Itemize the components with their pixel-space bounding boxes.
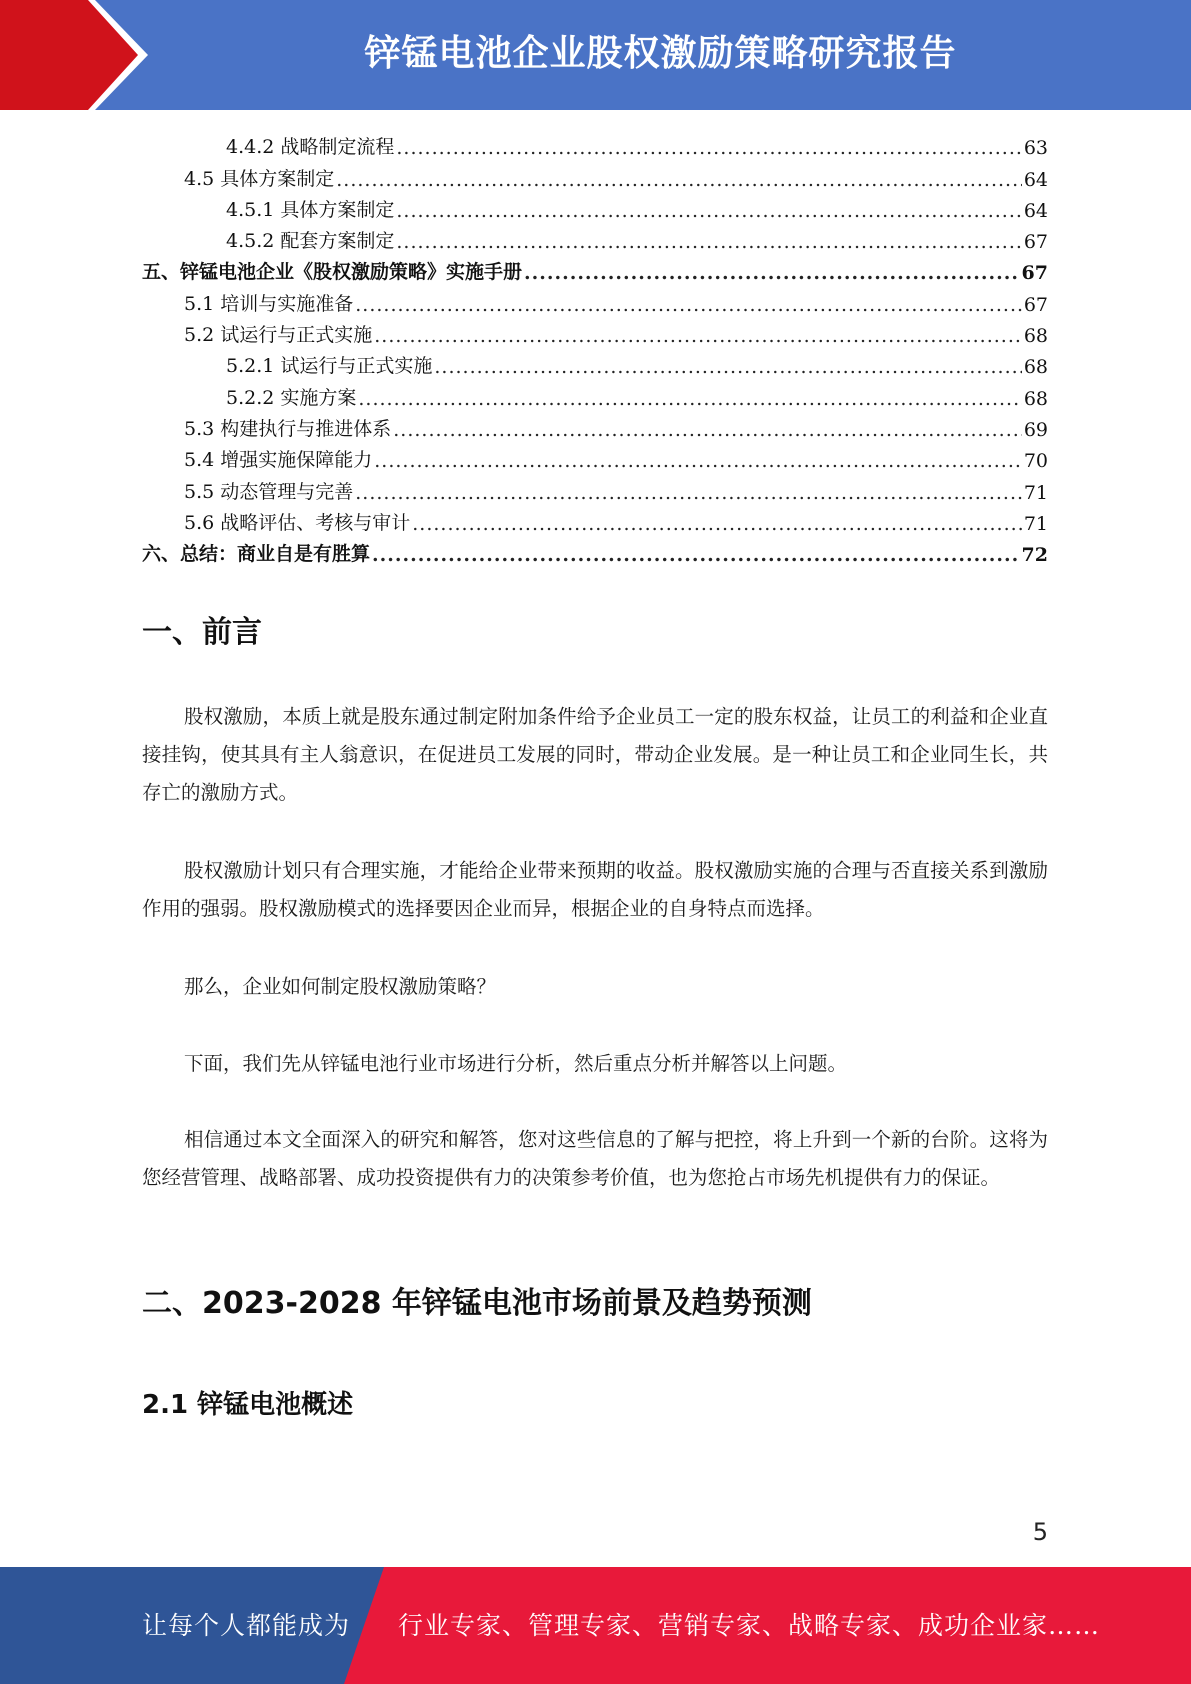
table-of-contents — [142, 128, 1048, 566]
toc-dot-leader — [336, 169, 1022, 191]
toc-entry[interactable] — [142, 316, 1048, 347]
toc-dot-leader — [412, 513, 1022, 535]
toc-entry[interactable] — [142, 347, 1048, 378]
toc-dot-leader — [372, 544, 1020, 566]
toc-dot-leader — [396, 137, 1021, 159]
toc-entry-label: 5.2.2 实施方案 — [226, 386, 357, 409]
toc-entry-page: 70 — [1023, 450, 1048, 473]
toc-entry-label: 5.1 培训与实施准备 — [184, 292, 354, 315]
toc-dot-leader — [524, 262, 1020, 284]
toc-dot-leader — [393, 419, 1022, 441]
toc-entry[interactable] — [142, 222, 1048, 253]
toc-entry-page: 68 — [1023, 325, 1048, 348]
paragraph: 股权激励计划只有合理实施，才能给企业带来预期的收益。股权激励实施的合理与否直接关系到激励作用的强弱。股权激励模式的选择要因企业而异，根据企业的自身特点而选择。 — [142, 859, 1048, 920]
toc-entry[interactable] — [142, 284, 1048, 315]
toc-dot-leader — [396, 200, 1021, 222]
toc-entry-page: 64 — [1023, 168, 1048, 191]
toc-entry-page: 71 — [1023, 481, 1048, 504]
toc-entry-label: 六、总结：商业自是有胜算 — [142, 543, 371, 566]
section-heading-preface: 一、前言 — [142, 615, 262, 650]
toc-entry-page: 67 — [1023, 293, 1048, 316]
toc-entry[interactable] — [142, 441, 1048, 472]
toc-entry-page: 71 — [1023, 512, 1048, 535]
toc-entry-page: 67 — [1021, 262, 1048, 285]
toc-entry[interactable] — [142, 535, 1048, 566]
toc-entry[interactable] — [142, 191, 1048, 222]
toc-entry[interactable] — [142, 253, 1048, 284]
toc-entry-label: 5.3 构建执行与推进体系 — [184, 417, 392, 440]
section-heading-market-forecast: 二、2023-2028 年锌锰电池市场前景及趋势预测 — [142, 1286, 812, 1321]
toc-dot-leader — [358, 388, 1021, 410]
toc-entry-label: 五、锌锰电池企业《股权激励策略》实施手册 — [142, 261, 523, 284]
toc-dot-leader — [396, 231, 1021, 253]
toc-entry[interactable] — [142, 504, 1048, 535]
toc-entry-page: 69 — [1023, 418, 1048, 441]
paragraph: 那么，企业如何制定股权激励策略？ — [184, 975, 497, 998]
toc-entry-label: 4.4.2 战略制定流程 — [226, 136, 395, 159]
footer-slogan-right: 行业专家、管理专家、营销专家、战略专家、成功企业家…… — [398, 1611, 1101, 1640]
report-title: 锌锰电池企业股权激励策略研究报告 — [364, 33, 957, 74]
toc-entry[interactable] — [142, 410, 1048, 441]
toc-entry[interactable] — [142, 378, 1048, 409]
toc-entry-label: 5.6 战略评估、考核与审计 — [184, 511, 411, 534]
paragraph: 股权激励，本质上就是股东通过制定附加条件给予企业员工一定的股东权益，让员工的利益和企业直接挂钩，使其具有主人翁意识，在促进员工发展的同时，带动企业发展。是一种让员工和企业同生长，共存亡的激励方式。 — [142, 705, 1048, 804]
toc-dot-leader — [374, 325, 1022, 347]
page-header — [0, 0, 1191, 110]
paragraph: 下面，我们先从锌锰电池行业市场进行分析，然后重点分析并解答以上问题。 — [184, 1052, 848, 1075]
toc-dot-leader — [355, 482, 1022, 504]
footer-slogan-left: 让每个人都能成为 — [142, 1611, 351, 1640]
toc-entry-page: 72 — [1021, 544, 1048, 567]
toc-entry-label: 4.5 具体方案制定 — [184, 167, 335, 190]
toc-entry[interactable] — [142, 472, 1048, 503]
page-number: 5 — [1032, 1518, 1048, 1546]
page-footer — [0, 1567, 1191, 1684]
toc-entry-page: 68 — [1023, 356, 1048, 379]
toc-entry-page: 63 — [1023, 137, 1048, 160]
toc-entry-label: 5.2.1 试运行与正式实施 — [226, 355, 433, 378]
toc-entry-page: 67 — [1023, 231, 1048, 254]
toc-dot-leader — [434, 356, 1021, 378]
toc-entry[interactable] — [142, 128, 1048, 159]
toc-entry-label: 5.4 增强实施保障能力 — [184, 449, 373, 472]
toc-entry-page: 64 — [1023, 199, 1048, 222]
toc-entry-label: 5.5 动态管理与完善 — [184, 480, 354, 503]
toc-dot-leader — [374, 450, 1022, 472]
toc-dot-leader — [355, 294, 1022, 316]
toc-entry[interactable] — [142, 159, 1048, 190]
toc-entry-page: 68 — [1023, 387, 1048, 410]
toc-entry-label: 4.5.1 具体方案制定 — [226, 198, 395, 221]
toc-entry-label: 4.5.2 配套方案制定 — [226, 230, 395, 253]
paragraph: 相信通过本文全面深入的研究和解答，您对这些信息的了解与把控，将上升到一个新的台阶。这将为您经营管理、战略部署、成功投资提供有力的决策参考价值，也为您抢占市场先机提供有力的保证。 — [142, 1128, 1048, 1189]
subsection-heading-overview: 2.1 锌锰电池概述 — [142, 1390, 354, 1420]
toc-entry-label: 5.2 试运行与正式实施 — [184, 324, 373, 347]
